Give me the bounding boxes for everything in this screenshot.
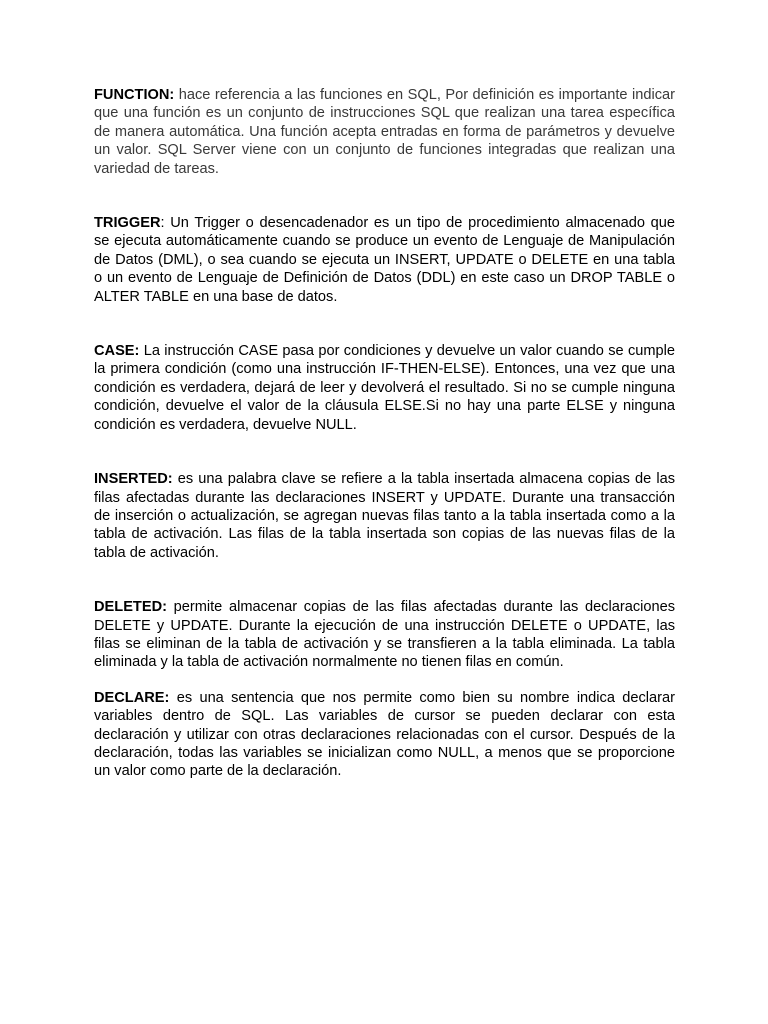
entry-term-case: CASE: [94, 343, 140, 360]
document-body [94, 86, 675, 781]
entry-text-trigger: : Un Trigger o desencadenador es un tipo de procedimiento almacenado que se ejecuta automáticamente cuando se produce un evento de Lenguaje de Manipulación de Datos (DML), o sea cuando se ejecuta un INSERT, UPDATE o DELETE en una tabla o un evento de Lenguaje de Definición de Datos (DDL) en este caso un DROP TABLE o ALTER TABLE en una base de datos. [94, 215, 675, 305]
entry-text-inserted: es una palabra clave se refiere a la tabla insertada almacena copias de las filas afectadas durante las declaraciones INSERT y UPDATE. Durante una transacción de inserción o actualización, se agregan nuevas filas tanto a la tabla insertada como a la tabla de activación. Las filas de la tabla insertada son copias de las nuevas filas de la tabla de activación. [94, 471, 675, 561]
entry-inserted [94, 470, 675, 562]
entry-term-function: FUNCTION: [94, 87, 175, 103]
entry-text-deleted: permite almacenar copias de las filas afectadas durante las declaraciones DELETE y UPDATE. Durante la ejecución de una instrucción DELETE o UPDATE, las filas se eliminan de la tabla de activación y se transfieren a la tabla eliminada. La tabla eliminada y la tabla de activación normalmente no tienen filas en común. [94, 599, 675, 671]
entry-term-deleted: DELETED: [94, 599, 167, 616]
entry-term-inserted: INSERTED: [94, 471, 173, 488]
entry-deleted [94, 598, 675, 672]
entry-text-declare: es una sentencia que nos permite como bien su nombre indica declarar variables dentro de SQL. Las variables de cursor se pueden declarar con esta declaración y utilizar con otras declaraciones relacionadas con el cursor. Después de la declaración, todas las variables se inicializan como NULL, a menos que se proporcione un valor como parte de la declaración. [94, 689, 675, 780]
entry-declare [94, 689, 675, 781]
entry-term-trigger: TRIGGER [94, 215, 161, 232]
entry-term-declare: DECLARE: [94, 689, 170, 706]
entry-text-case: La instrucción CASE pasa por condiciones y devuelve un valor cuando se cumple la primera condición (como una instrucción IF-THEN-ELSE). Entonces, una vez que una condición es verdadera, dejará de leer y devolverá el resultado. Si no se cumple ninguna condición, devuelve el valor de la cláusula ELSE.Si no hay una parte ELSE y ninguna condición es verdadera, devuelve NULL. [94, 343, 675, 433]
entry-function [94, 86, 675, 178]
entry-case [94, 342, 675, 434]
entry-trigger [94, 214, 675, 306]
entry-text-function: hace referencia a las funciones en SQL, Por definición es importante indicar que una función es un conjunto de instrucciones SQL que realizan una tarea específica de manera automática. Una función acepta entradas en forma de parámetros y devuelve un valor. SQL Server viene con un conjunto de funciones integradas que realizan una variedad de tareas. [94, 87, 675, 177]
